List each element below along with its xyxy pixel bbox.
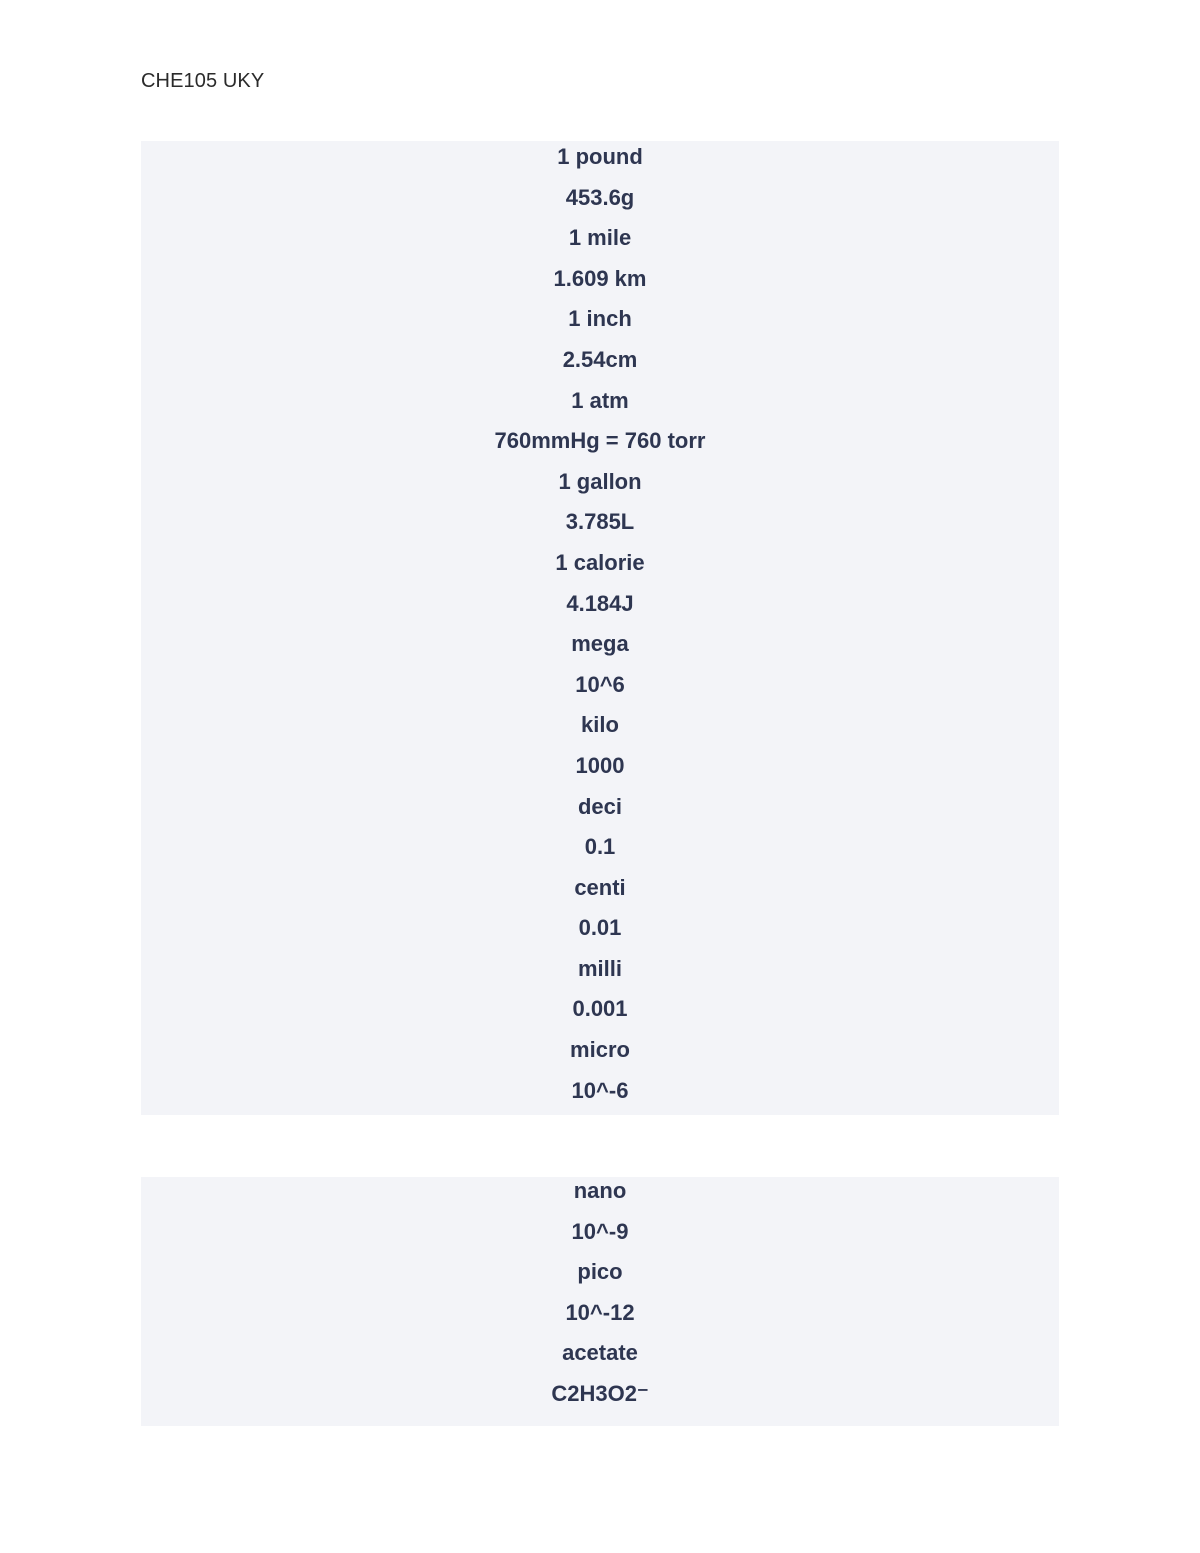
list-item: 453.6g [565, 184, 635, 210]
list-item: 10^-12 [565, 1299, 635, 1325]
list-item: 1 inch [568, 306, 632, 332]
list-item: 1 calorie [555, 549, 645, 575]
list-item: 10^-6 [571, 1077, 629, 1103]
list-item: micro [570, 1037, 630, 1063]
list-item: 1 mile [568, 225, 632, 251]
list-item: 1000 [575, 752, 625, 778]
list-item: pico [577, 1259, 623, 1285]
list-item: 1 pound [557, 144, 643, 169]
list-item: C2H3O2⁻ [551, 1380, 649, 1406]
flashcard-list [141, 141, 1059, 1115]
list-item: 2.54cm [562, 346, 638, 372]
list-item: centi [574, 874, 626, 900]
list-item: 0.01 [578, 915, 622, 941]
list-item: 1 gallon [558, 468, 642, 494]
list-item: kilo [581, 712, 619, 738]
list-item: 10^-9 [571, 1218, 629, 1244]
list-item: deci [577, 793, 623, 819]
list-item: 0.001 [572, 996, 628, 1022]
flashcard-list [141, 1177, 1059, 1426]
list-item: 10^6 [575, 671, 625, 697]
list-item: mega [571, 631, 629, 657]
list-item: 1.609 km [553, 265, 647, 291]
list-item: 760mmHg = 760 torr [494, 428, 706, 454]
list-item: 3.785L [565, 509, 635, 535]
list-item: nano [573, 1178, 627, 1203]
list-item: acetate [562, 1340, 638, 1366]
list-item: milli [577, 955, 622, 981]
list-item: 0.1 [584, 834, 616, 860]
list-item: 4.184J [566, 590, 634, 616]
page-title: CHE105 UKY [141, 70, 265, 92]
list-item: 1 atm [571, 387, 629, 413]
